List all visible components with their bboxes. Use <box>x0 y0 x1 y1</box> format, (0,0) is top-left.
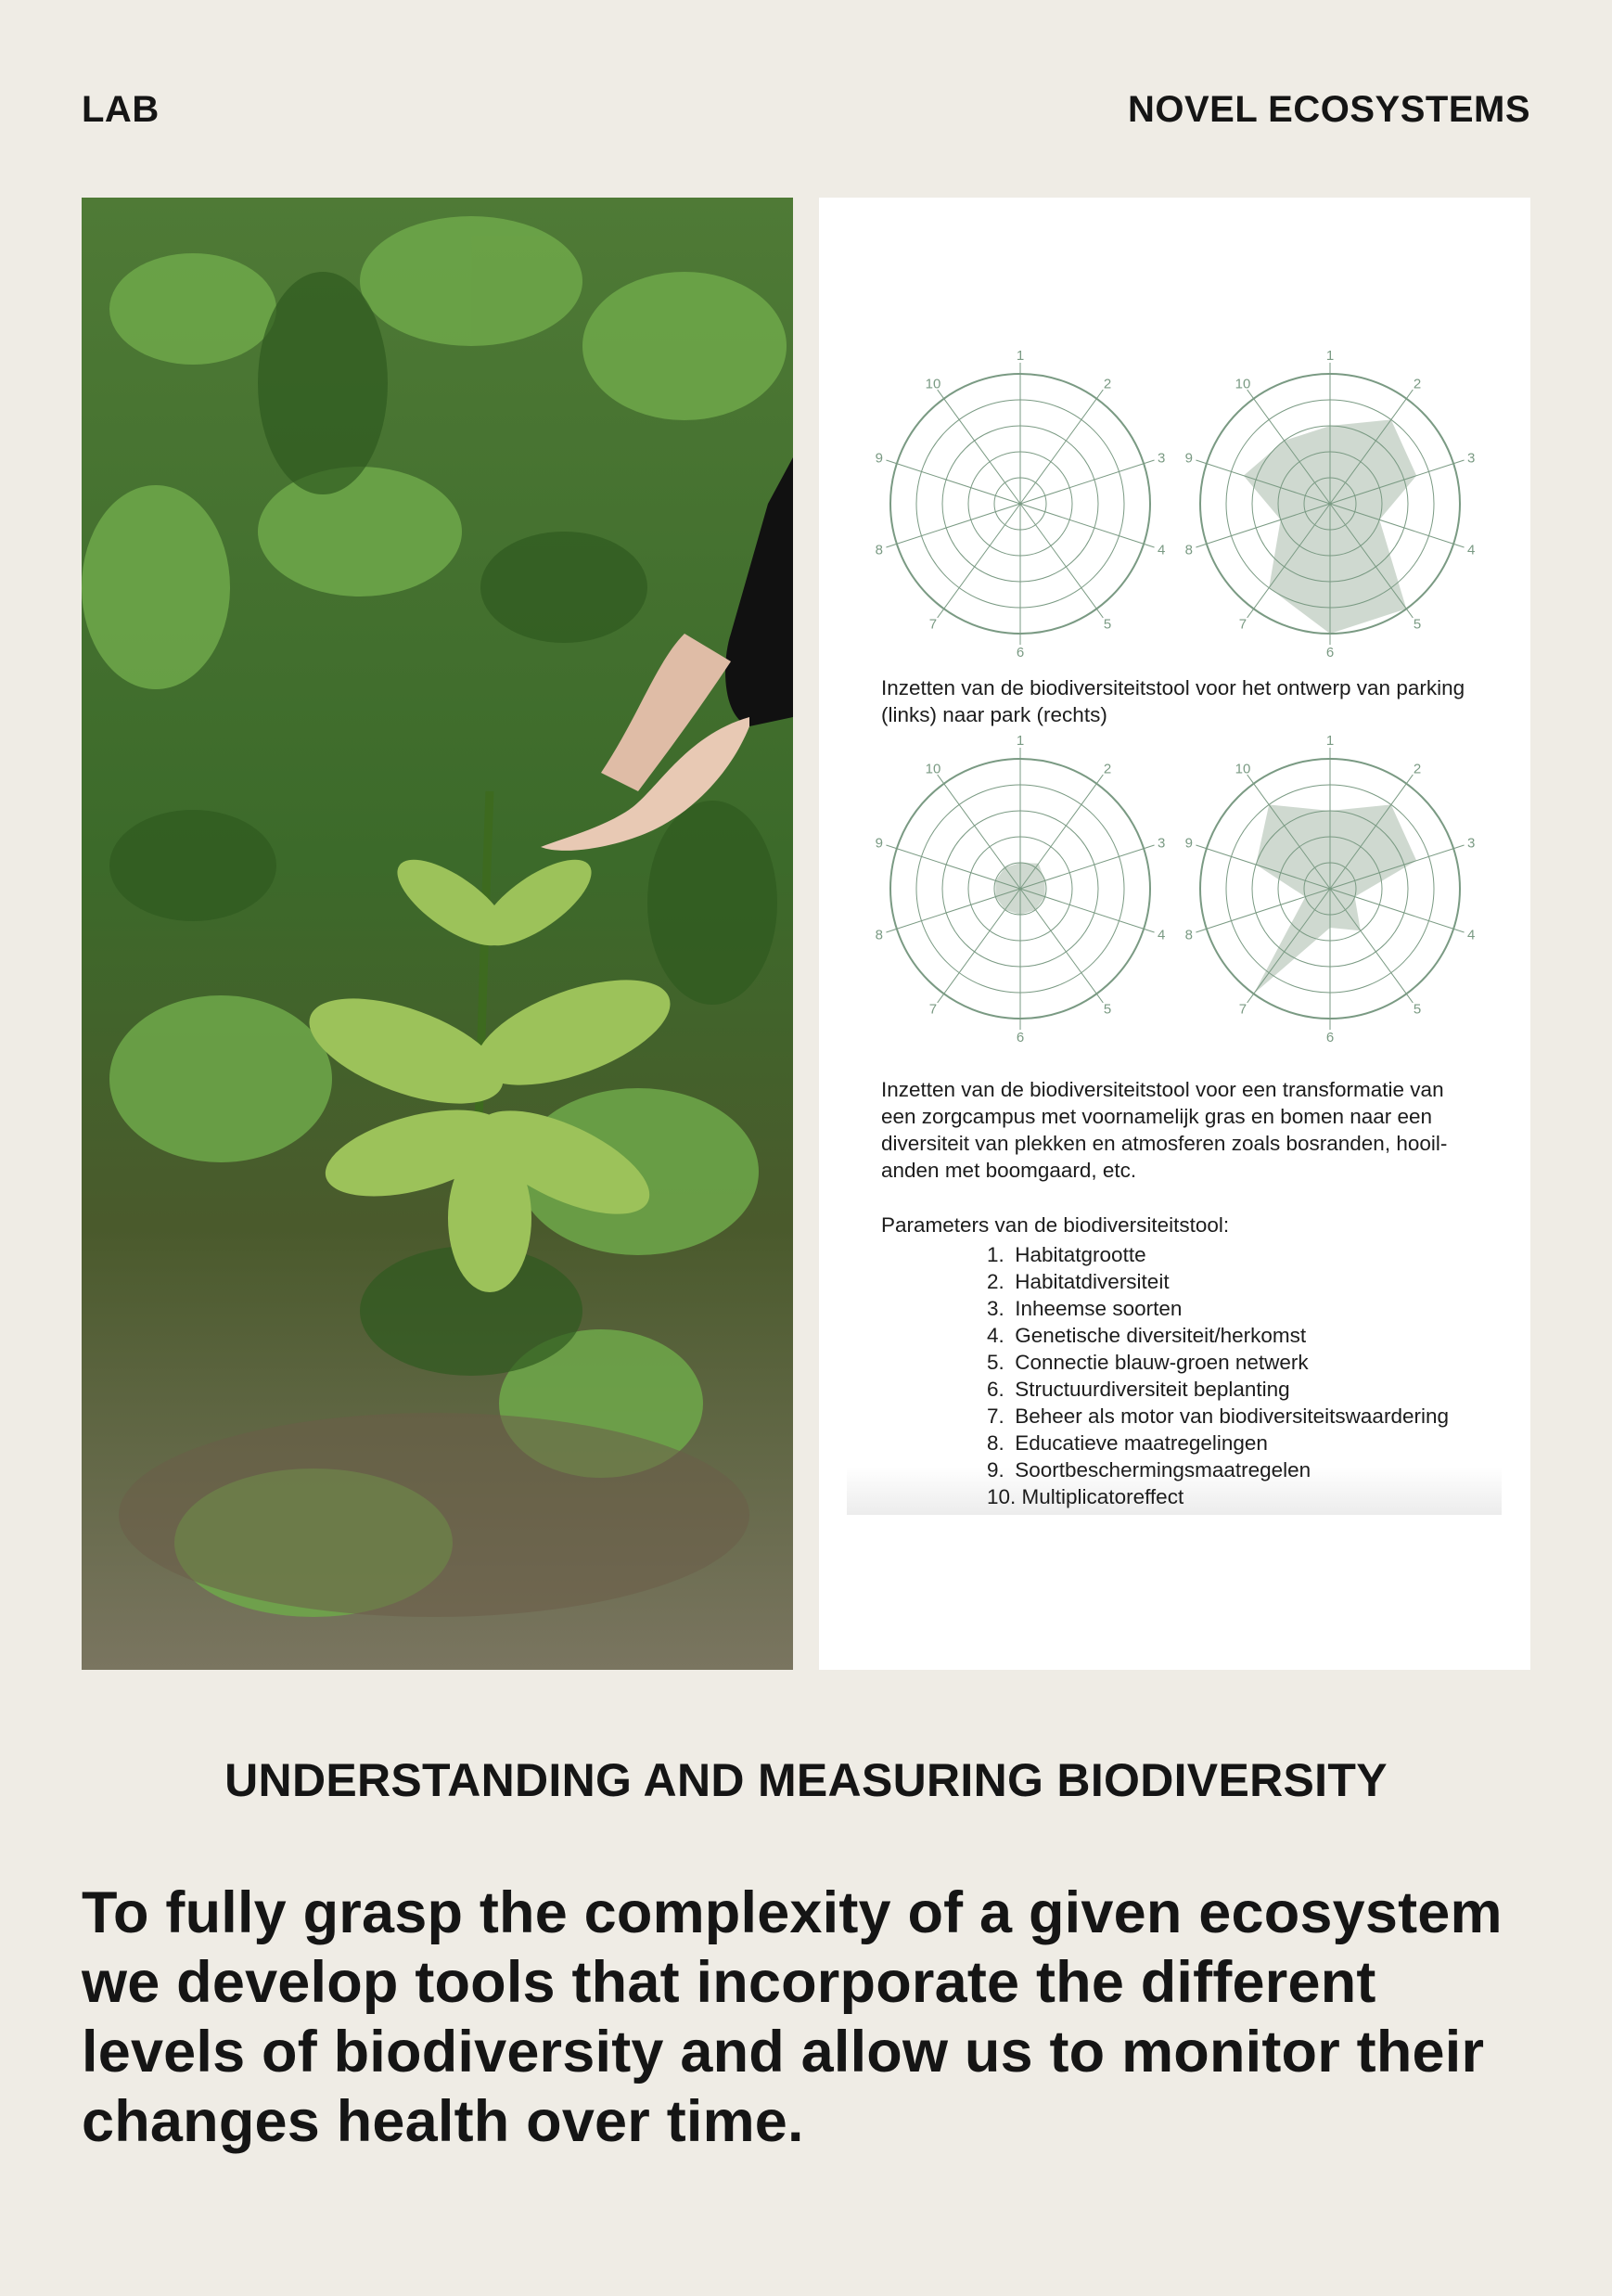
radar-spoke <box>886 504 1020 547</box>
header-novel-ecosystems: NOVEL ECOSYSTEMS <box>1127 89 1530 130</box>
radar-axis-label: 2 <box>1413 376 1422 392</box>
parameters-list <box>987 1241 1449 1510</box>
radar-axis-label: 4 <box>1157 927 1166 943</box>
parameter-item <box>987 1376 1449 1403</box>
radar-spoke <box>938 775 1020 889</box>
caption-zorgcampus: Inzetten van de biodiversiteitstool voor een transformatie van een zorgcampus met voornamelijk gras en bomen naar een diversiteit van plekken en atmosferen zoals bosranden, hooil-anden met boomgaard, etc. <box>881 1078 1448 1182</box>
section-title: UNDERSTANDING AND MEASURING BIODIVERSITY <box>224 1754 1388 1806</box>
radar-axis-label: 7 <box>1238 616 1247 633</box>
radar-chart-zorgcampus-before <box>875 733 1166 1045</box>
radar-spoke <box>886 889 1020 932</box>
parameter-label: Soortbeschermingsmaatregelen <box>1009 1458 1311 1481</box>
parameter-number: 7. <box>987 1405 1004 1428</box>
parameter-label: Educatieve maatregelingen <box>1009 1431 1268 1455</box>
parameter-number: 6. <box>987 1378 1004 1401</box>
radar-axis-label: 4 <box>1466 927 1476 943</box>
radar-axis-label: 2 <box>1103 376 1112 392</box>
radar-spoke <box>1020 845 1155 889</box>
radar-axis-label: 8 <box>1184 542 1194 558</box>
radar-axis-label: 9 <box>1184 835 1194 852</box>
radar-chart-parking <box>875 348 1166 661</box>
radar-axis-label: 9 <box>1184 450 1194 467</box>
radar-axis-label: 5 <box>1103 616 1112 633</box>
radar-axis-label: 3 <box>1157 835 1166 852</box>
radar-axis-label: 2 <box>1103 761 1112 777</box>
radar-spoke <box>1020 504 1103 618</box>
parameter-item <box>987 1268 1449 1295</box>
plant-photo <box>82 198 793 1670</box>
radar-axis-label: 6 <box>1016 1030 1025 1045</box>
plant-photo-illustration <box>82 198 793 1670</box>
radar-spoke <box>886 845 1020 889</box>
parameter-label: Habitatgrootte <box>1009 1243 1146 1266</box>
radar-axis-label: 10 <box>1235 376 1251 392</box>
radar-chart-zorgcampus-after <box>1184 733 1476 1045</box>
radar-axis-label: 5 <box>1103 1001 1112 1018</box>
parameter-number: 5. <box>987 1351 1004 1374</box>
radar-axis-label: 5 <box>1413 1001 1422 1018</box>
parameters-title: Parameters van de biodiversiteitstool: <box>881 1213 1230 1237</box>
radar-spoke <box>1247 889 1330 1003</box>
parameter-number: 10. <box>987 1485 1017 1508</box>
radar-axis-label: 4 <box>1157 542 1166 558</box>
parameter-item <box>987 1295 1449 1322</box>
radar-axis-label: 8 <box>875 927 884 943</box>
parameter-number: 4. <box>987 1324 1004 1347</box>
parameter-label: Connectie blauw-groen netwerk <box>1009 1351 1309 1374</box>
parameter-number: 1. <box>987 1243 1004 1266</box>
radar-spoke <box>938 504 1020 618</box>
parameter-item <box>987 1483 1449 1510</box>
radar-axis-label: 8 <box>875 542 884 558</box>
parameter-label: Habitatdiversiteit <box>1009 1270 1170 1293</box>
parameter-number: 8. <box>987 1431 1004 1455</box>
radar-axis-label: 9 <box>875 835 884 852</box>
radar-area <box>1254 804 1417 994</box>
parameter-number: 9. <box>987 1458 1004 1481</box>
parameter-item <box>987 1322 1449 1349</box>
radar-axis-label: 6 <box>1325 1030 1335 1045</box>
radar-axis-label: 7 <box>928 1001 938 1018</box>
radar-spoke <box>886 460 1020 504</box>
parameter-item <box>987 1241 1449 1268</box>
radar-axis-label: 4 <box>1466 542 1476 558</box>
radar-axis-label: 10 <box>925 761 941 777</box>
lead-paragraph: To fully grasp the complexity of a given ecosystem we develop tools that incorporate the different levels of biodiversity and allow us to monitor their changes health over time. <box>82 1880 1503 2154</box>
parameter-label: Beheer als motor van biodiversiteitswaardering <box>1009 1405 1449 1428</box>
radar-axis-label: 1 <box>1325 348 1335 364</box>
radar-axis-label: 7 <box>928 616 938 633</box>
radar-spoke <box>938 390 1020 504</box>
parameter-item <box>987 1430 1449 1456</box>
parameter-item <box>987 1403 1449 1430</box>
radar-axis-label: 3 <box>1466 835 1476 852</box>
radar-axis-label: 1 <box>1325 733 1335 749</box>
radar-axis-label: 10 <box>925 376 941 392</box>
parameter-label: Genetische diversiteit/herkomst <box>1009 1324 1307 1347</box>
radar-spoke <box>1020 889 1103 1003</box>
parameter-item <box>987 1456 1449 1483</box>
radar-axis-label: 1 <box>1016 348 1025 364</box>
radar-axis-label: 6 <box>1016 645 1025 661</box>
radar-axis-label: 9 <box>875 450 884 467</box>
radar-spoke <box>1020 775 1103 889</box>
radar-axis-label: 5 <box>1413 616 1422 633</box>
radar-axis-label: 2 <box>1413 761 1422 777</box>
radar-chart-park <box>1184 348 1476 661</box>
radar-spoke <box>1020 889 1155 932</box>
parameter-item <box>987 1349 1449 1376</box>
parameter-number: 3. <box>987 1297 1004 1320</box>
radar-axis-label: 3 <box>1466 450 1476 467</box>
parameter-number: 2. <box>987 1270 1004 1293</box>
biodiversity-tool-panel <box>819 198 1530 1670</box>
parameter-label: Multiplicatoreffect <box>1016 1485 1184 1508</box>
radar-axis-label: 3 <box>1157 450 1166 467</box>
radar-axis-label: 8 <box>1184 927 1194 943</box>
radar-axis-label: 1 <box>1016 733 1025 749</box>
radar-axis-label: 6 <box>1325 645 1335 661</box>
header-lab: LAB <box>82 89 160 130</box>
radar-spoke <box>1020 460 1155 504</box>
parameter-label: Inheemse soorten <box>1009 1297 1183 1320</box>
radar-spoke <box>938 889 1020 1003</box>
radar-spoke <box>1020 504 1155 547</box>
radar-axis-label: 10 <box>1235 761 1251 777</box>
radar-spoke <box>1020 390 1103 504</box>
radar-spoke <box>1330 889 1413 1003</box>
parameter-label: Structuurdiversiteit beplanting <box>1009 1378 1290 1401</box>
radar-axis-label: 7 <box>1238 1001 1247 1018</box>
caption-parking-to-park: Inzetten van de biodiversiteitstool voor het ontwerp van parking (links) naar park (rechts) <box>881 676 1465 726</box>
